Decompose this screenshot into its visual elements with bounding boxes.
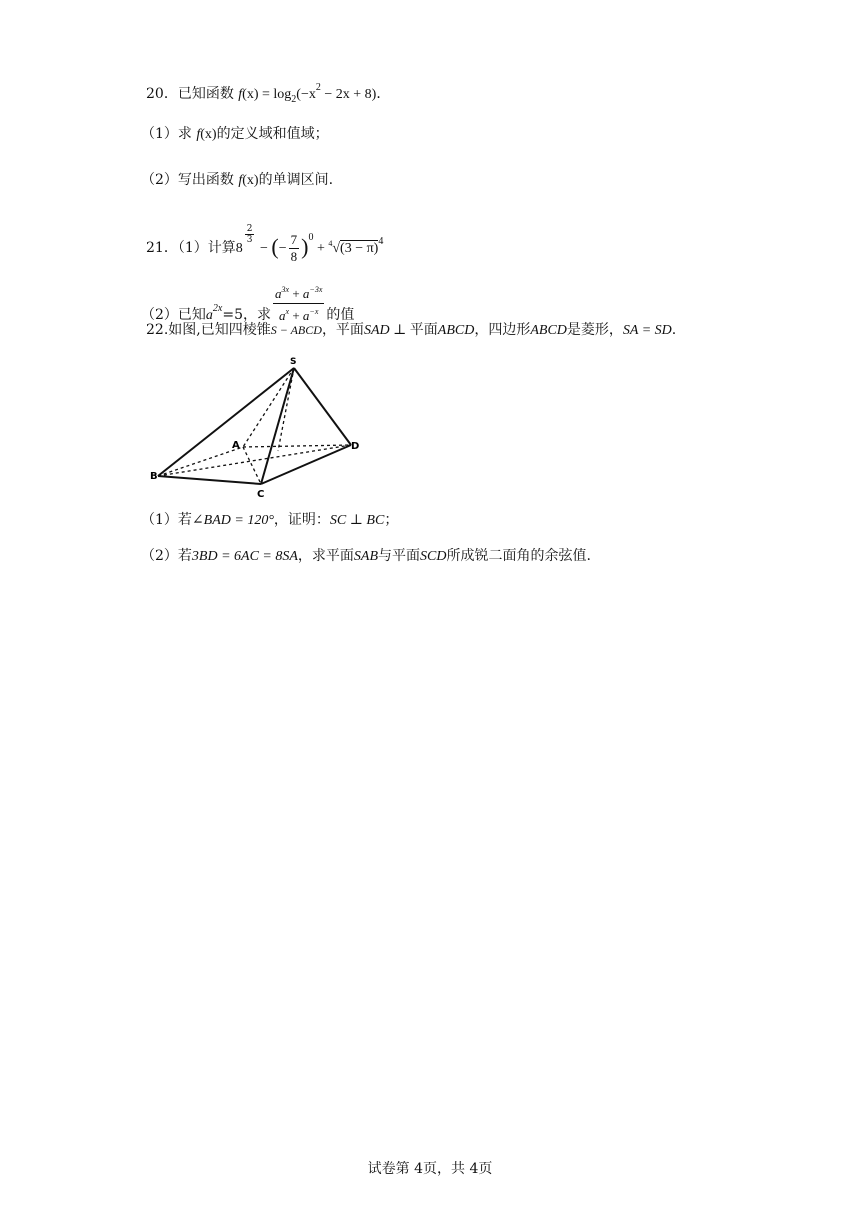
page-footer: 试卷第 4页，共 4页 xyxy=(367,1161,493,1177)
edge-ad xyxy=(243,445,351,447)
q22-part2-and: 与平面 xyxy=(378,548,421,564)
q20-part1 xyxy=(141,124,329,145)
label-d: D xyxy=(351,441,360,452)
q21-zero-exponent: 0 xyxy=(308,232,314,243)
q22-perp: ⊥ xyxy=(389,323,410,338)
edge-ba xyxy=(158,447,243,476)
label-b: B xyxy=(150,471,158,482)
q21-part2-number: （2） xyxy=(141,307,178,323)
q21-number: 21． xyxy=(146,240,178,256)
q20-expr-a: (−x xyxy=(296,87,316,102)
q22-part2-prefix: 若 xyxy=(177,548,192,564)
q20-part1-prefix: 求 xyxy=(177,126,197,142)
q21-part2-text: 的值 xyxy=(326,307,355,323)
q20-part1-arg: (x) xyxy=(200,127,217,142)
edge-bc xyxy=(158,476,261,484)
q21-minus: − xyxy=(256,241,272,256)
q22-plane-abcd: ABCD xyxy=(437,323,475,338)
q21-fourth-power: 4 xyxy=(378,236,384,247)
q21-ratio-numerator xyxy=(273,282,324,303)
q22-text-c: 平面 xyxy=(409,322,438,338)
q22-plane-sab: SAB xyxy=(353,549,379,564)
q21-fraction-denominator: 8 xyxy=(290,248,298,264)
q20-number: 20． xyxy=(146,86,178,102)
q22-part2-number: （2） xyxy=(141,548,178,564)
edge-cd xyxy=(261,445,351,484)
q21-den-exp1: x xyxy=(285,307,290,316)
q21-equals-five: =5，求 xyxy=(222,307,272,323)
q21-num-a2: a xyxy=(302,286,310,301)
q20-part2-arg: (x) xyxy=(242,173,259,188)
q20-intro: 已知函数 xyxy=(177,86,234,102)
q21-left-paren: ( xyxy=(271,234,279,259)
q20-part2-number: （2） xyxy=(141,172,178,188)
q22-part1-number: （1） xyxy=(141,512,178,528)
label-a: A xyxy=(232,440,240,451)
q21-neg-sign: − xyxy=(278,241,287,256)
q21-num-a1: a xyxy=(275,286,282,301)
q20-part2-func: f xyxy=(238,173,243,188)
q22-part1-end: ； xyxy=(384,512,399,528)
q21-fraction-numerator: 7 xyxy=(290,231,298,247)
edge-sc xyxy=(261,368,294,484)
q21-right-paren: ) xyxy=(301,234,309,259)
q21-exponent-denominator: 3 xyxy=(246,235,253,245)
q20-part2-text: 的单调区间. xyxy=(258,172,334,188)
q20-exponent: 2 xyxy=(315,82,321,93)
q20-stem xyxy=(146,78,390,110)
q22-text-a: 如图,已知四棱锥 xyxy=(168,322,271,338)
q22-part1-prefix: 若 xyxy=(177,512,192,528)
q22-angle: ∠BAD = 120° xyxy=(191,513,274,528)
q21-den-a1: a xyxy=(279,308,286,323)
q22-text-d: ，四边形 xyxy=(474,322,531,338)
q21-part1 xyxy=(146,224,383,265)
q21-num-exp1: 3x xyxy=(281,285,290,294)
q21-ratio-fraction xyxy=(273,282,324,325)
q22-text-e: 是菱形， xyxy=(566,322,623,338)
edge-sa xyxy=(243,368,294,447)
q20-log-base: 2 xyxy=(291,94,297,105)
q21-exponent-fraction xyxy=(245,224,255,245)
q22-stem xyxy=(146,320,676,341)
q22-part1 xyxy=(141,510,398,531)
q21-den-a2: a xyxy=(302,308,310,323)
q20-part2-prefix: 写出函数 xyxy=(177,172,239,188)
q22-part2-mid: ，求平面 xyxy=(297,548,354,564)
q20-part1-number: （1） xyxy=(141,126,178,142)
q22-part2-text: 所成锐二面角的余弦值. xyxy=(446,548,591,564)
label-s: S xyxy=(290,357,297,367)
q21-part1-number: （1） xyxy=(177,240,208,256)
q22-end: . xyxy=(671,322,677,338)
q22-number: 22. xyxy=(146,322,169,338)
q22-pyramid: S − ABCD xyxy=(270,323,322,337)
q21-exp-2x: 2x xyxy=(212,303,223,314)
radical-icon: √ xyxy=(332,241,341,256)
edge-sb xyxy=(158,368,294,476)
q22-plane-scd: SCD xyxy=(420,549,447,564)
q22-part1-mid: ，证明： xyxy=(273,512,330,528)
q20-log: log xyxy=(273,87,292,102)
q20-func-name: f xyxy=(238,87,243,102)
q22-condition: SA = SD xyxy=(622,323,672,338)
q20-part1-text: 的定义域和值域； xyxy=(216,126,329,142)
q22-text-b: ，平面 xyxy=(321,322,364,338)
q21-base-eight: 8 xyxy=(235,241,243,256)
q22-quad: ABCD xyxy=(530,323,567,338)
pyramid-figure xyxy=(148,352,368,502)
q21-num-plus: + xyxy=(289,286,303,301)
q22-part2-condition: 3BD = 6AC = 8SA xyxy=(191,549,298,564)
q21-den-plus: + xyxy=(289,308,303,323)
q20-equals: = xyxy=(258,87,274,102)
q20-expr-b: − 2x + 8) xyxy=(320,87,377,102)
q22-part2 xyxy=(141,546,591,567)
q20-end: ． xyxy=(376,86,391,102)
q21-fraction xyxy=(289,232,300,265)
q21-plus: + xyxy=(313,241,329,256)
q21-num-exp2: −3x xyxy=(309,285,323,294)
q20-func-arg: (x) xyxy=(242,87,259,102)
edge-sd xyxy=(294,368,351,445)
edge-ac xyxy=(243,447,261,484)
q22-plane-sad: SAD xyxy=(363,323,390,338)
q21-radicand: (3 − π) xyxy=(340,241,379,256)
q21-part2-prefix: 已知 xyxy=(177,307,206,323)
q22-claim: SC ⊥ BC xyxy=(329,513,385,528)
q21-den-exp2: −x xyxy=(309,307,319,316)
q20-part2 xyxy=(141,170,333,191)
q20-part1-func: f xyxy=(196,127,201,142)
q21-root-index: 4 xyxy=(328,239,333,248)
q21-var-a: a xyxy=(205,308,213,323)
label-c: C xyxy=(257,489,265,500)
q21-exponent-numerator: 2 xyxy=(246,224,253,234)
q21-part1-prefix: 计算 xyxy=(207,240,236,256)
